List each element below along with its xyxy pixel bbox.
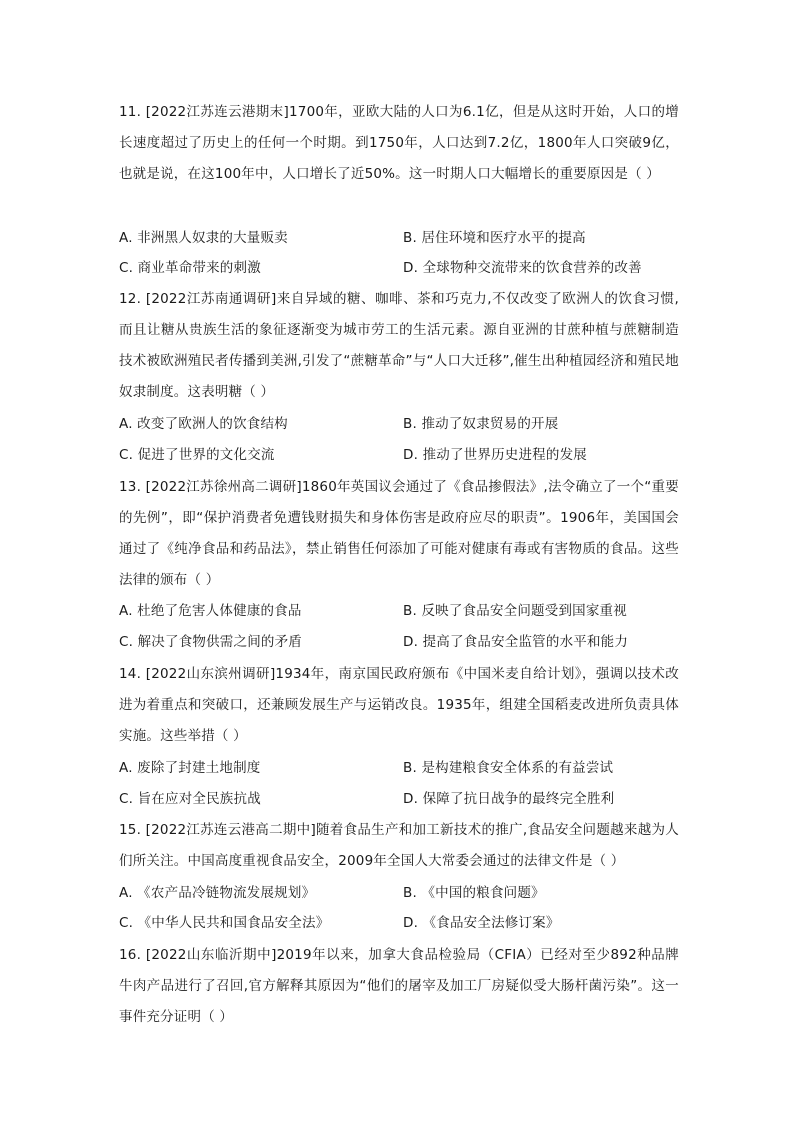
question-11-option-a: A. 非洲黑人奴隶的大量贩卖	[119, 230, 288, 246]
question-14-option-d: D. 保障了抗日战争的最终完全胜利	[403, 791, 615, 807]
question-15-option-b: B. 《中国的粮食问题》	[403, 885, 545, 901]
question-11-option-d: D. 全球物种交流带来的饮食营养的改善	[403, 260, 642, 276]
question-13-option-a: A. 杜绝了危害人体健康的食品	[119, 603, 302, 619]
question-11-stem: 11. [2022江苏连云港期末]1700年，亚欧大陆的人口为6.1亿，但是从这时开始，人口的增长速度超过了历史上的任何一个时期。到1750年，人口达到7.2亿，1800年人口突破9亿，也就是说，在这100年中，人口增长了近50%。这一时期人口大幅增长的重要原因是（ ）	[119, 104, 679, 182]
question-11-option-b: B. 居住环境和医疗水平的提高	[403, 230, 586, 246]
question-15-option-a: A. 《农产品冷链物流发展规划》	[119, 885, 316, 901]
question-14-option-c: C. 旨在应对全民族抗战	[119, 791, 261, 807]
question-16-stem: 16. [2022山东临沂期中]2019年以来，加拿大食品检验局（CFIA）已经对至少892种品牌牛肉产品进行了召回,官方解释其原因为“他们的屠宰及加工厂房疑似受大肠杆菌污染”。这一事件充分证明（ ）	[119, 947, 679, 1025]
question-12-option-d: D. 推动了世界历史进程的发展	[403, 447, 587, 463]
question-15-stem: 15. [2022江苏连云港高二期中]随着食品生产和加工新技术的推广,食品安全问题越来越为人们所关注。中国高度重视食品安全，2009年全国人大常委会通过的法律文件是（ ）	[119, 822, 679, 869]
question-13-option-b: B. 反映了食品安全问题受到国家重视	[403, 603, 627, 619]
question-14-stem: 14. [2022山东滨州调研]1934年，南京国民政府颁布《中国米麦自给计划》，强调以技术改进为着重点和突破口，还兼顾发展生产与运销改良。1935年，组建全国稻麦改进所负责具体实施。这些举措（ ）	[119, 666, 679, 744]
question-12-option-b: B. 推动了奴隶贸易的开展	[403, 416, 559, 432]
question-13-option-c: C. 解决了食物供需之间的矛盾	[119, 634, 303, 650]
question-12-stem: 12. [2022江苏南通调研]来自异域的糖、咖啡、茶和巧克力,不仅改变了欧洲人的饮食习惯,而且让糖从贵族生活的象征逐渐变为城市劳工的生活元素。源自亚洲的甘蔗种植与蔗糖制造技术被欧洲殖民者传播到美洲,引发了“蔗糖革命”与“人口大迁移”,催生出种植园经济和殖民地奴隶制度。这表明糖（ ）	[119, 291, 679, 400]
question-14-option-b: B. 是构建粮食安全体系的有益尝试	[403, 760, 614, 776]
question-12-option-a: A. 改变了欧洲人的饮食结构	[119, 416, 288, 432]
question-13-stem: 13. [2022江苏徐州高二调研]1860年英国议会通过了《食品掺假法》,法令确立了一个“重要的先例”，即“保护消费者免遭钱财损失和身体伤害是政府应尽的职责”。1906年，美国国会通过了《纯净食品和药品法》，禁止销售任何添加了可能对健康有毒或有害物质的食品。这些法律的颁布（ ）	[119, 479, 679, 588]
question-14-option-a: A. 废除了封建土地制度	[119, 760, 261, 776]
question-15-option-c: C. 《中华人民共和国食品安全法》	[119, 915, 330, 931]
question-11-option-c: C. 商业革命带来的刺激	[119, 260, 261, 276]
question-13-option-d: D. 提高了食品安全监管的水平和能力	[403, 634, 629, 650]
question-15-option-d: D. 《食品安全法修订案》	[403, 915, 560, 931]
question-12-option-c: C. 促进了世界的文化交流	[119, 447, 275, 463]
